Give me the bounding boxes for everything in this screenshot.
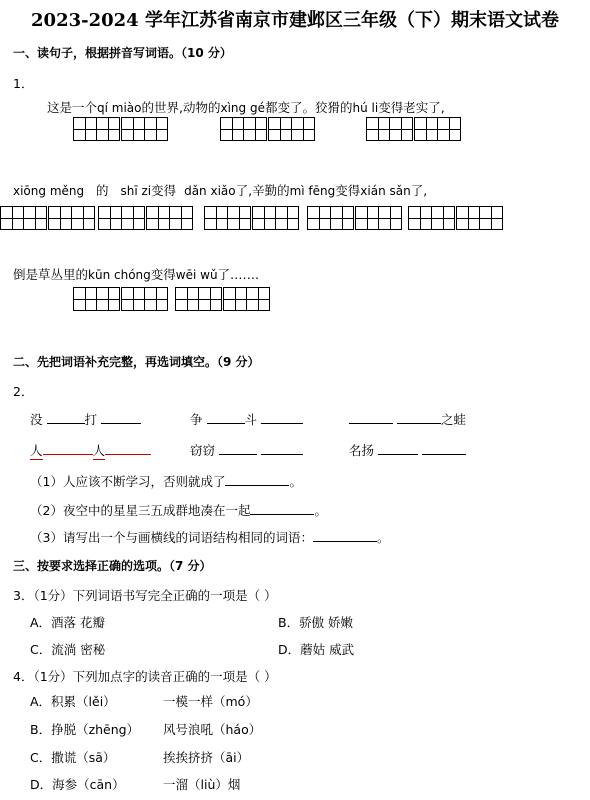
answer-grid-danxiao[interactable]	[204, 206, 299, 230]
text: 了,辛勤的	[235, 183, 290, 198]
option-4D[interactable]: D．海参（cān）	[30, 777, 125, 792]
subquestion-3	[30, 528, 389, 546]
answer-grid-huli[interactable]	[366, 117, 461, 141]
underlined-char: 人	[30, 443, 43, 458]
fill-blank[interactable]	[261, 454, 303, 455]
idiom-char: 名扬	[349, 443, 375, 458]
answer-grid-xiongmeng[interactable]	[0, 206, 95, 230]
punct: 。	[376, 530, 390, 545]
text: 倒是草丛里的	[13, 267, 89, 282]
idiom-row-2c	[349, 441, 466, 459]
punct: 。	[314, 503, 327, 518]
fill-blank[interactable]	[313, 541, 377, 542]
idiom-char: 没	[30, 412, 43, 427]
fill-blank[interactable]	[422, 454, 466, 455]
sentence-line-2	[13, 181, 427, 199]
pinyin-mifeng: mì fēng	[289, 184, 336, 198]
idiom-char: 争	[190, 412, 203, 427]
idiom-char: 之蛙	[440, 412, 466, 427]
idiom-row-2b	[190, 441, 303, 459]
fill-blank[interactable]	[101, 423, 141, 424]
idiom-row-1	[30, 410, 141, 428]
idiom-row-1b	[190, 410, 303, 428]
idiom-row-1c	[349, 410, 466, 428]
text: 了,	[410, 183, 428, 198]
option-4D-word2: 一溜（liù）烟	[163, 777, 241, 792]
text: 这是一个	[47, 100, 98, 115]
idiom-char: 打	[84, 412, 98, 427]
text: 都变了。狡猾的	[264, 100, 353, 115]
fill-blank[interactable]	[105, 454, 151, 455]
fill-blank[interactable]	[43, 454, 93, 455]
section-1-heading: 一、读句子，根据拼音写词语。（10 分）	[13, 46, 232, 60]
answer-grid-xiansan[interactable]	[408, 206, 503, 230]
text: 了…….	[217, 267, 260, 282]
option-4A-word2: 一模一样（mó）	[163, 694, 258, 709]
fill-blank[interactable]	[349, 423, 393, 424]
question-4: 4．（1分）下列加点字的读音正确的一项是（ ）	[13, 669, 277, 684]
fill-blank[interactable]	[225, 485, 289, 486]
text: 变得	[150, 267, 176, 282]
punct: 。	[289, 474, 302, 489]
fill-blank[interactable]	[250, 514, 314, 515]
pinyin-huli: hú li	[352, 101, 379, 115]
fill-blank[interactable]	[219, 454, 257, 455]
subquestion-1	[30, 472, 302, 490]
fill-blank[interactable]	[261, 423, 303, 424]
pinyin-kunchong: kūn chóng	[88, 268, 151, 282]
pinyin-danxiao: dǎn xiǎo	[184, 184, 236, 198]
text: 变得老实了,	[378, 100, 445, 115]
sentence-line-1	[47, 98, 445, 116]
fill-blank[interactable]	[378, 454, 418, 455]
sentence-line-3	[13, 265, 259, 283]
option-3A[interactable]: A．酒落 花瓣	[30, 615, 106, 630]
option-4C[interactable]: C．撒谎（sā）	[30, 750, 116, 765]
page-title: 2023-2024 学年江苏省南京市建邺区三年级（下）期末语文试卷	[31, 10, 559, 31]
answer-grid-kunchong[interactable]	[73, 287, 168, 311]
pinyin-shizi: shī zi	[120, 184, 152, 198]
pinyin-xiansan: xián sǎn	[360, 184, 411, 198]
option-3B[interactable]: B．骄傲 娇嫩	[278, 615, 354, 630]
subquestion-text: （2）夜空中的星星三五成群地凑在一起	[30, 503, 251, 518]
option-4C-word2: 挨挨挤挤（āi）	[163, 750, 250, 765]
fill-blank[interactable]	[397, 423, 441, 424]
idiom-row-2	[30, 441, 151, 460]
fill-blank[interactable]	[47, 423, 85, 424]
answer-grid-mifeng[interactable]	[307, 206, 402, 230]
subquestion-text: （3）请写出一个与画横线的词语结构相同的词语：	[30, 530, 313, 545]
answer-grid-qimiao[interactable]	[73, 117, 168, 141]
answer-grid-shizi[interactable]	[98, 206, 193, 230]
answer-grid-xingge[interactable]	[220, 117, 315, 141]
pinyin-xiongmeng: xiōng měng	[13, 184, 85, 198]
question-1-number: 1．	[13, 76, 34, 91]
subquestion-2	[30, 501, 327, 519]
question-3: 3．（1分）下列词语书写完全正确的一项是（ ）	[13, 588, 277, 603]
pinyin-weiwu: wēi wǔ	[175, 268, 218, 282]
subquestion-text: （1）人应该不断学习，否则就成了	[30, 474, 226, 489]
underlined-char: 人	[92, 443, 106, 458]
question-2-number: 2．	[13, 384, 34, 399]
section-2-heading: 二、先把词语补充完整，再选词填空。（9 分）	[13, 355, 260, 369]
pinyin-qimiao: qí miào	[97, 101, 142, 115]
option-3D[interactable]: D．蘑姑 威武	[278, 642, 355, 657]
text: 变得	[335, 183, 361, 198]
text: 变得	[151, 183, 177, 198]
section-3-heading: 三、按要求选择正确的选项。（7 分）	[13, 559, 212, 573]
fill-blank[interactable]	[207, 423, 245, 424]
idiom-char: 斗	[244, 412, 258, 427]
answer-grid-weiwu[interactable]	[175, 287, 270, 311]
option-4A[interactable]: A．积累（lěi）	[30, 694, 116, 709]
pinyin-xingge: xìng gé	[220, 101, 265, 115]
option-4B[interactable]: B．挣脱（zhēng）	[30, 722, 140, 737]
option-3C[interactable]: C．流淌 密秘	[30, 642, 106, 657]
text: 的	[96, 183, 109, 198]
idiom-char: 窃窃	[190, 443, 216, 458]
text: 的世界,动物的	[141, 100, 221, 115]
option-4B-word2: 风号浪吼（háo）	[163, 722, 262, 737]
